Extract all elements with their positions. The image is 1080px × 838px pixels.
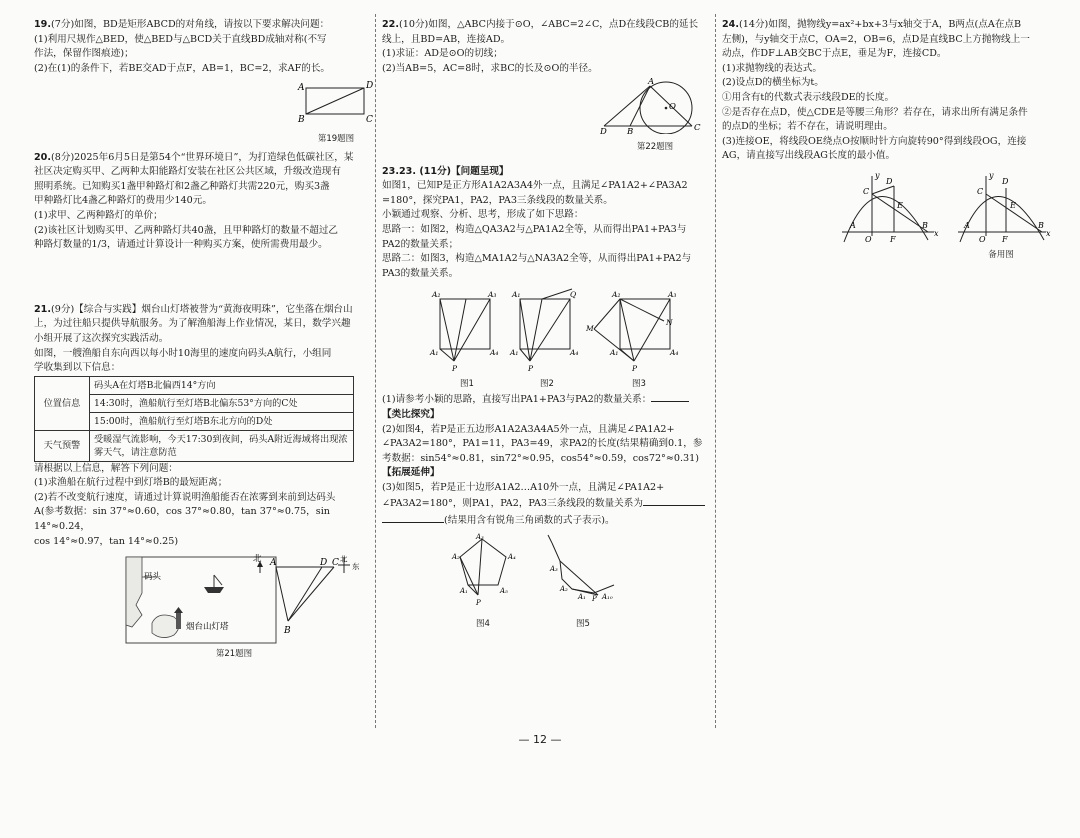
figure-3-caption: 图3: [632, 379, 646, 390]
label-A: A: [298, 83, 305, 94]
map-label-lighthouse: 烟台山灯塔: [186, 622, 229, 633]
svg-text:y: y: [989, 170, 994, 180]
answer-blank-3[interactable]: [382, 512, 444, 523]
label-D-21: D: [320, 558, 328, 569]
question-21: [34, 303, 370, 550]
question-24-line-3: 动点，作DF⊥AB交BC于点E，垂足为F，连接CD。: [722, 48, 947, 60]
question-21-line-4: 如图，一艘渔船自东向西以每小时10海里的速度向码头A航行，小组同: [34, 347, 332, 359]
column-divider-2: [715, 14, 716, 728]
svg-text:A₁: A₁: [610, 348, 619, 358]
question-21-number: 21.: [34, 303, 51, 315]
question-23-line-1: 如图1，已知P是正方形A1A2A3A4外一点，且满足∠PA1A2+∠PA3A2: [382, 180, 688, 192]
question-24-line-2: 左侧)，与y轴交于点C，OA=2，OB=6，点D是直线BC上方抛物线上一: [722, 33, 1030, 45]
figure-19-caption: 第19题图: [317, 133, 355, 144]
figure-21-caption: 第21题图: [215, 649, 253, 660]
svg-text:P: P: [476, 598, 481, 607]
question-19-line-1: 19.(7分)如图，BD是矩形ABCD的对角线，请按以下要求解决问题：: [34, 19, 330, 30]
figures-23-top: [382, 285, 708, 391]
circle-figure: [600, 78, 710, 134]
svg-text:A₄: A₄: [508, 552, 516, 561]
compass-east: 东: [352, 562, 360, 572]
question-20-line-4: 甲种路灯比4盏乙种路灯的费用少140元。: [34, 195, 212, 207]
question-24-line-9: (3)连接OE，将线段OE绕点O按顺时针方向旋转90°得到线段OG，连接: [722, 135, 1027, 147]
position-row-3: 15:00时，渔船航行至灯塔B东北方向的D处: [90, 412, 354, 430]
label-B-24: B: [922, 220, 928, 230]
section-extension: 【拓展延伸】: [382, 467, 440, 479]
figure-1: [440, 299, 490, 361]
question-22: [382, 18, 708, 76]
svg-text:P: P: [592, 594, 597, 603]
label-B-22: B: [627, 127, 634, 135]
question-19-line-4: (2)在(1)的条件下，若BE交AD于点F，AB=1，BC=2，求AF的长。: [34, 62, 331, 74]
label-B-21: B: [284, 626, 291, 637]
square-figures: [382, 285, 708, 377]
column-right: [722, 18, 1052, 260]
label-D: D: [366, 81, 374, 92]
svg-text:A₃: A₃: [668, 290, 677, 300]
svg-text:F: F: [1002, 234, 1008, 244]
figure-5: [548, 535, 614, 595]
label-A-21: A: [270, 558, 277, 569]
svg-text:P: P: [528, 364, 534, 374]
svg-text:E: E: [1010, 200, 1016, 210]
compass-north: 北: [340, 554, 348, 564]
label-D-22: D: [600, 127, 607, 135]
question-23-part-3-line-3: (结果用含有锐角三角函数的式子表示)。: [382, 512, 708, 529]
svg-text:Q: Q: [570, 290, 577, 300]
info-table: [34, 376, 354, 462]
column-middle: [382, 18, 708, 631]
label-A-22: A: [648, 78, 655, 88]
svg-text:A: A: [964, 220, 970, 230]
question-22-line-2: 线上，且BD=AB，连接AD。: [382, 33, 511, 45]
question-21-after-1: 请根据以上信息，解答下列问题：: [34, 462, 178, 474]
svg-text:A₃: A₃: [488, 290, 497, 300]
question-21-line-2: 上，为过往船只提供导航服务。为了解渔船海上作业情况，某日，数学兴趣: [34, 318, 351, 330]
position-row-2: 14:30时，渔船航行至灯塔B北偏东53°方向的C处: [90, 394, 354, 412]
question-21-after-4: A(参考数据：sin 37°≈0.60，cos 37°≈0.80，tan 37°≈0.75，sin 14°≈0.24，: [34, 506, 330, 533]
svg-text:A₃: A₃: [476, 532, 484, 541]
svg-text:O: O: [979, 234, 986, 244]
question-23-head: 23.23. (11分)【问题呈现】: [382, 165, 509, 177]
figure-22-caption: 第22题图: [636, 141, 674, 152]
question-23: [382, 165, 708, 282]
svg-text:B: B: [1038, 220, 1044, 230]
figure-21: [34, 553, 370, 663]
question-24-line-1: 24.(14分)如图，抛物线y=ax²+bx+3与x轴交于A，B两点(点A在点B: [722, 19, 1022, 30]
svg-text:A₄: A₄: [570, 348, 579, 358]
label-A-24: A: [850, 220, 856, 230]
question-20-line-5: (1)求甲、乙两种路灯的单价；: [34, 209, 163, 221]
svg-text:A₅: A₅: [500, 586, 508, 595]
figure-2-caption: 图2: [540, 379, 554, 390]
question-24-line-4: (1)求抛物线的表达式。: [722, 62, 822, 74]
question-23-number: 23.: [382, 165, 399, 177]
svg-text:N: N: [666, 318, 673, 328]
svg-text:A₂: A₂: [452, 552, 460, 561]
question-20-number: 20.: [34, 151, 51, 163]
question-19-number: 19.: [34, 19, 51, 30]
answer-blank-2[interactable]: [643, 495, 705, 506]
label-x: x: [934, 228, 939, 238]
label-C-24: C: [863, 186, 870, 196]
question-19: [34, 18, 370, 76]
question-24-number: 24.: [722, 19, 739, 30]
question-21-after-3: (2)若不改变航行速度，请通过计算说明渔船能否在浓雾到来前到达码头: [34, 491, 336, 503]
polygon-figures: [382, 533, 708, 615]
svg-text:P: P: [632, 364, 638, 374]
answer-blank-1[interactable]: [651, 391, 689, 402]
figure-3: [594, 299, 670, 361]
question-23-line-4: 思路一：如图2，构造△QA3A2与△PA1A2全等，从而得出PA1+PA3与: [382, 223, 687, 235]
question-20-line-6: (2)该社区计划购买甲、乙两种路灯共40盏，且甲种路灯的数量不超过乙: [34, 224, 339, 236]
weather-header: 天气预警: [35, 430, 90, 461]
question-24-line-5: (2)设点D的横坐标为t。: [722, 77, 824, 89]
svg-text:x: x: [1046, 228, 1051, 238]
section-analogy: 【类比探究】: [382, 408, 440, 420]
triangle-figure: [276, 557, 350, 621]
svg-text:A₂: A₂: [432, 290, 441, 300]
question-24-line-7: ②是否存在点D，使△CDE是等腰三角形？若存在，请求出所有满足条件: [722, 106, 1028, 118]
question-20-line-3: 照明系统。已知购买1盏甲种路灯和2盏乙种路灯共需220元，购买3盏: [34, 180, 330, 192]
question-24-line-6: ①用含有t的代数式表示线段DE的长度。: [722, 91, 895, 103]
svg-text:A₁₀: A₁₀: [602, 592, 613, 601]
label-F-24: F: [890, 234, 896, 244]
lighthouse-icon: [176, 613, 181, 629]
question-24-line-8: 的点D的坐标；若不存在，请说明理由。: [722, 121, 893, 133]
question-23-part-2-line-1: (2)如图4，若P是正五边形A1A2A3A4A5外一点，且满足∠PA1A2+: [382, 423, 675, 435]
svg-text:A₁: A₁: [510, 348, 519, 358]
question-23-line-7: PA3的数量关系。: [382, 267, 459, 279]
map-label-north: 北: [253, 554, 262, 565]
question-22-line-4: (2)当AB=5，AC=8时，求BC的长及⊙O的半径。: [382, 62, 598, 74]
question-20: [34, 151, 370, 253]
svg-text:P: P: [452, 364, 458, 374]
question-24-line-10: AG，请直接写出线段AG长度的最小值。: [722, 150, 896, 162]
rectangle-figure: [296, 78, 376, 126]
weather-text: 受暖湿气流影响，今天17:30到夜间，码头A附近海域将出现浓雾天气，请注意防范: [90, 430, 354, 461]
svg-text:A₄: A₄: [670, 348, 679, 358]
svg-text:C: C: [977, 186, 984, 196]
label-y: y: [875, 170, 880, 180]
figure-1-caption: 图1: [460, 379, 474, 390]
label-B: B: [298, 115, 305, 126]
question-19-line-3: 作法，保留作图痕迹)；: [34, 48, 134, 60]
label-E-24: E: [897, 200, 903, 210]
position-info-header: 位置信息: [35, 376, 90, 430]
question-21-after-2: (1)求渔船在航行过程中到灯塔B的最短距离；: [34, 477, 228, 489]
question-19-line-2: (1)利用尺规作△BED，使△BED与△BCD关于直线BD成轴对称(不写: [34, 33, 327, 45]
label-D-24: D: [886, 176, 893, 186]
question-22-number: 22.: [382, 19, 399, 30]
question-23-part-3-line-1: (3)如图5，若P是正十边形A1A2…A10外一点，且满足∠PA1A2+: [382, 481, 665, 493]
question-23-line-2: =180°，探究PA1，PA2，PA3三条线段的数量关系。: [382, 194, 613, 206]
svg-text:M: M: [586, 324, 594, 334]
figure-2: [520, 289, 572, 361]
question-24: [722, 18, 1052, 164]
svg-text:A₄: A₄: [490, 348, 499, 358]
label-C-22: C: [694, 123, 701, 134]
svg-text:A₁: A₁: [430, 348, 439, 358]
position-row-1: 码头A在灯塔B北偏西14°方向: [90, 376, 354, 394]
boat-icon: [204, 587, 224, 593]
question-23-part-3-line-2: ∠PA3A2=180°，则PA1，PA2，PA3三条线段的数量关系为: [382, 495, 708, 512]
figure-21-drawing: [34, 553, 370, 645]
question-23-part-2-line-2: ∠PA3A2=180°，PA1=11，PA3=49，求PA2的长度(结果精确到0.1，参: [382, 438, 703, 450]
svg-text:A₃: A₃: [550, 564, 558, 573]
question-21-line-5: 学收集到以下信息：: [34, 362, 121, 374]
question-21-line-1: 21.(9分)【综合与实践】烟台山灯塔被誉为“黄海夜明珠”，它坐落在烟台山: [34, 303, 353, 315]
question-23-part-1: (1)请参考小颖的思路，直接写出PA1+PA3与PA2的数量关系：: [382, 391, 708, 408]
question-22-line-1: 22.(10分)如图，△ABC内接于⊙O，∠ABC=2∠C，点D在线段CB的延长: [382, 19, 699, 30]
question-23-line-5: PA2的数量关系；: [382, 238, 459, 250]
question-21-line-3: 小组开展了这次探究实践活动。: [34, 332, 169, 344]
parabola-figures: [722, 170, 1052, 246]
question-22-line-3: (1)求证：AD是⊙O的切线；: [382, 48, 503, 60]
question-23-line-3: 小颖通过观察、分析、思考，形成了如下思路：: [382, 209, 584, 221]
question-21-after-5: cos 14°≈0.97，tan 14°≈0.25): [34, 535, 179, 547]
svg-text:D: D: [1002, 176, 1009, 186]
figure-4-caption: 图4: [476, 618, 490, 629]
label-O-24: O: [865, 234, 872, 244]
column-left: [34, 18, 374, 663]
svg-text:A₁: A₁: [460, 586, 468, 595]
question-20-line-2: 社区决定购买甲、乙两种太阳能路灯安装在社区公共区域，升级改造现有: [34, 166, 341, 178]
label-C-21: C: [332, 558, 339, 569]
figures-23-bottom: [382, 533, 708, 631]
question-23-line-6: 思路二：如图3，构造△MA1A2与△NA3A2全等，从而得出PA1+PA2与: [382, 253, 692, 265]
figure-19: [296, 78, 376, 146]
label-O-22: O: [669, 102, 676, 113]
figure-22: [600, 78, 710, 154]
svg-text:A₁: A₁: [578, 592, 586, 601]
figure-5-caption: 图5: [576, 618, 590, 629]
map-label-dock: 码头: [144, 572, 162, 583]
figure-24: [722, 170, 1052, 260]
label-C: C: [366, 115, 373, 126]
question-23-parts: [382, 391, 708, 528]
svg-text:A₂: A₂: [612, 290, 621, 300]
question-23-part-2-line-3: 考数据：sin54°≈0.81，sin72°≈0.95，cos54°≈0.59，cos72°≈0.31): [382, 452, 700, 464]
question-20-line-7: 种路灯数量的1/3，请通过计算设计一种购买方案，使所需费用最少。: [34, 239, 328, 251]
figure-24-caption: 备用图: [988, 249, 1014, 260]
svg-text:A₂: A₂: [560, 584, 568, 593]
page-number: — 12 —: [518, 733, 562, 746]
question-20-line-1: 20.(8分)2025年6月5日是第54个“世界环境日”，为打造绿色低碳社区，某: [34, 151, 354, 163]
svg-text:A₁: A₁: [512, 290, 521, 300]
